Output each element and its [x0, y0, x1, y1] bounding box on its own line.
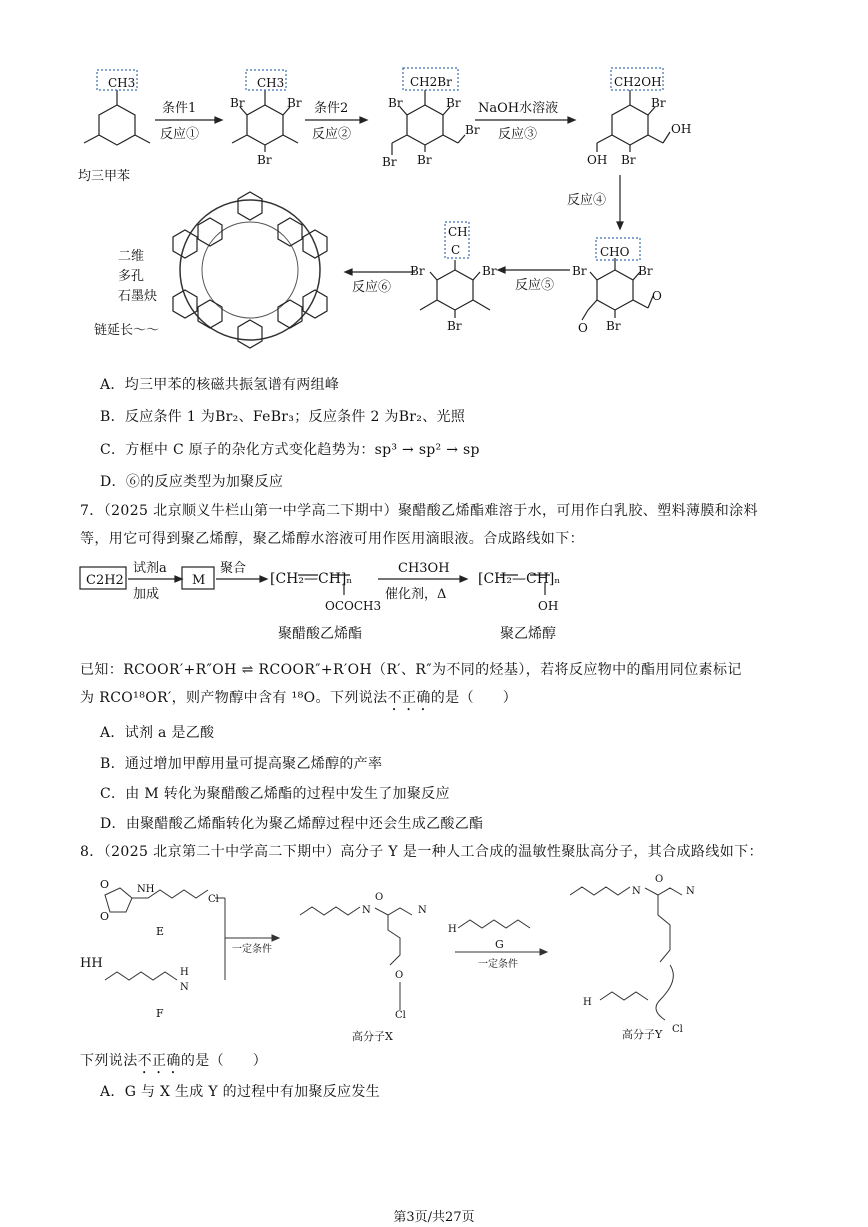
svg-text:O: O	[655, 874, 664, 885]
svg-text:Br: Br	[287, 96, 302, 110]
svg-text:Cl: Cl	[672, 1024, 683, 1035]
svg-text:H: H	[583, 997, 592, 1008]
ch2oh-label: CH2OH	[614, 75, 662, 89]
ch3oh-label: CH3OH	[398, 561, 450, 576]
e-label: E	[156, 925, 165, 938]
svg-text:H: H	[180, 967, 189, 978]
svg-text:N: N	[418, 905, 427, 916]
reagent-a: 试剂a	[133, 561, 167, 576]
svg-text:O: O	[652, 289, 662, 303]
svg-text:N: N	[632, 886, 641, 897]
svg-text:Br: Br	[230, 96, 245, 110]
ch-label: CH	[448, 225, 468, 239]
m-box: M	[192, 573, 206, 588]
svg-text:NH: NH	[137, 884, 155, 895]
svg-text:Br: Br	[410, 264, 425, 278]
svg-text:[CH₂—CH]ₙ: [CH₂—CH]ₙ	[270, 571, 353, 587]
svg-text:N: N	[180, 982, 189, 993]
svg-text:N: N	[362, 905, 371, 916]
svg-text:O: O	[100, 910, 110, 923]
svg-text:Br: Br	[417, 153, 432, 167]
ch3-label-1: CH3	[108, 76, 136, 90]
condition-1: 条件1	[162, 101, 197, 116]
f-label: F	[156, 1007, 164, 1020]
svg-text:Br: Br	[447, 319, 462, 333]
page-footer: 第3页/共27页	[393, 1210, 475, 1225]
cond-label-2: 一定条件	[478, 959, 518, 970]
cond-label-1: 一定条件	[232, 944, 272, 955]
q6-option-d[interactable]: D．⑥的反应类型为加聚反应	[100, 474, 284, 490]
reaction-3: 反应③	[498, 127, 538, 142]
mesitylene-synthesis-scheme	[0, 0, 868, 370]
q6-option-c[interactable]: C．方框中 C 原子的杂化方式变化趋势为：sp³ → sp² → sp	[100, 442, 480, 458]
svg-text:Br: Br	[257, 153, 272, 167]
q7-stem: 7．（2025 北京顺义牛栏山第一中学高二下期中）聚醋酸乙烯酯难溶于水，可用作白乳胶、塑料薄膜和涂料 等，用它可得到聚乙烯醇，聚乙烯醇水溶液可用作医用滴眼液。合成路线如下：	[80, 503, 758, 547]
svg-text:N: N	[686, 886, 695, 897]
reaction-2: 反应②	[312, 127, 352, 142]
svg-text:O: O	[395, 970, 404, 981]
q6-option-b[interactable]: B．反应条件 1 为Br₂、FeBr₃；反应条件 2 为Br₂、光照	[100, 409, 466, 425]
mesitylene-name: 均三甲苯	[78, 169, 131, 184]
svg-text:多孔: 多孔	[118, 269, 145, 284]
svg-text:Cl: Cl	[208, 894, 219, 905]
svg-text:[CH₂—CH]ₙ: [CH₂—CH]ₙ	[478, 571, 561, 587]
svg-text:Br: Br	[651, 96, 666, 110]
c-label: C	[451, 243, 461, 257]
pva-synthesis-scheme	[0, 555, 868, 650]
pvac-name: 聚醋酸乙烯酯	[278, 626, 362, 642]
pva-name: 聚乙烯醇	[500, 626, 556, 642]
svg-text:Br: Br	[606, 319, 621, 333]
chain-extension: 链延长～～	[94, 323, 160, 338]
svg-text:石墨炔: 石墨炔	[118, 289, 158, 304]
cho-label: CHO	[600, 245, 630, 259]
hh-label: HH	[80, 956, 103, 971]
svg-text:Br: Br	[388, 96, 403, 110]
ch2br-label: CH2Br	[410, 75, 452, 89]
svg-text:O: O	[578, 321, 588, 335]
svg-text:Cl: Cl	[395, 1010, 406, 1021]
reaction-1: 反应①	[160, 127, 200, 142]
svg-text:O: O	[100, 878, 110, 891]
c2h2-box: C2H2	[86, 573, 124, 588]
svg-text:Br: Br	[621, 153, 636, 167]
q8-option-a[interactable]: A．G 与 X 生成 Y 的过程中有加聚反应发生	[100, 1084, 380, 1100]
svg-text:Br: Br	[382, 155, 397, 169]
reaction-6: 反应⑥	[352, 280, 392, 295]
svg-text:Br: Br	[572, 264, 587, 278]
pva-group: OH	[538, 599, 559, 613]
svg-text:OH: OH	[671, 122, 692, 136]
catalyst-label: 催化剂，Δ	[385, 587, 447, 602]
q6-option-a[interactable]: A．均三甲苯的核磁共振氢谱有两组峰	[100, 377, 340, 393]
svg-text:Br: Br	[638, 264, 653, 278]
ch3-label-2: CH3	[257, 76, 285, 90]
svg-text:Br: Br	[482, 264, 497, 278]
x-label: 高分子X	[352, 1030, 393, 1043]
svg-text:二维: 二维	[118, 249, 145, 264]
svg-text:Br: Br	[465, 123, 480, 137]
pvac-group: OCOCH3	[325, 599, 382, 613]
reaction-5: 反应⑤	[515, 278, 555, 293]
q7-option-a[interactable]: A．试剂 a 是乙酸	[100, 725, 215, 741]
svg-text:OH: OH	[587, 153, 608, 167]
svg-text:H: H	[448, 924, 457, 935]
q7-option-d[interactable]: D．由聚醋酸乙烯酯转化为聚乙烯醇过程中还会生成乙酸乙酯	[100, 816, 484, 832]
polymerize-label: 聚合	[220, 561, 247, 576]
q8-question: 下列说法不正确的是（ ）	[80, 1053, 268, 1069]
addition-label: 加成	[133, 587, 160, 602]
q7-option-c[interactable]: C．由 M 转化为聚醋酸乙烯酯的过程中发生了加聚反应	[100, 786, 450, 802]
g-label: G	[495, 938, 504, 951]
reaction-4: 反应④	[567, 193, 607, 208]
condition-2: 条件2	[314, 101, 349, 116]
q7-option-b[interactable]: B．通过增加甲醇用量可提高聚乙烯醇的产率	[100, 756, 383, 772]
naoh-condition: NaOH水溶液	[478, 101, 559, 116]
polypeptide-synthesis-scheme	[0, 870, 868, 1050]
svg-text:O: O	[375, 892, 384, 903]
svg-text:Br: Br	[446, 96, 461, 110]
q7-known: 已知：RCOOR′+R″OH ⇌ RCOOR″+R′OH（R′、R″为不同的烃基），若将反应物中的酯用同位素标记 为 RCO¹⁸OR′，则产物醇中含有 ¹⁸O。下列说法不正确的是（ ）	[80, 662, 742, 706]
q8-stem: 8．（2025 北京第二十中学高二下期中）高分子 Y 是一种人工合成的温敏性聚肽高分子，其合成路线如下：	[80, 844, 763, 860]
y-label: 高分子Y	[622, 1028, 663, 1041]
